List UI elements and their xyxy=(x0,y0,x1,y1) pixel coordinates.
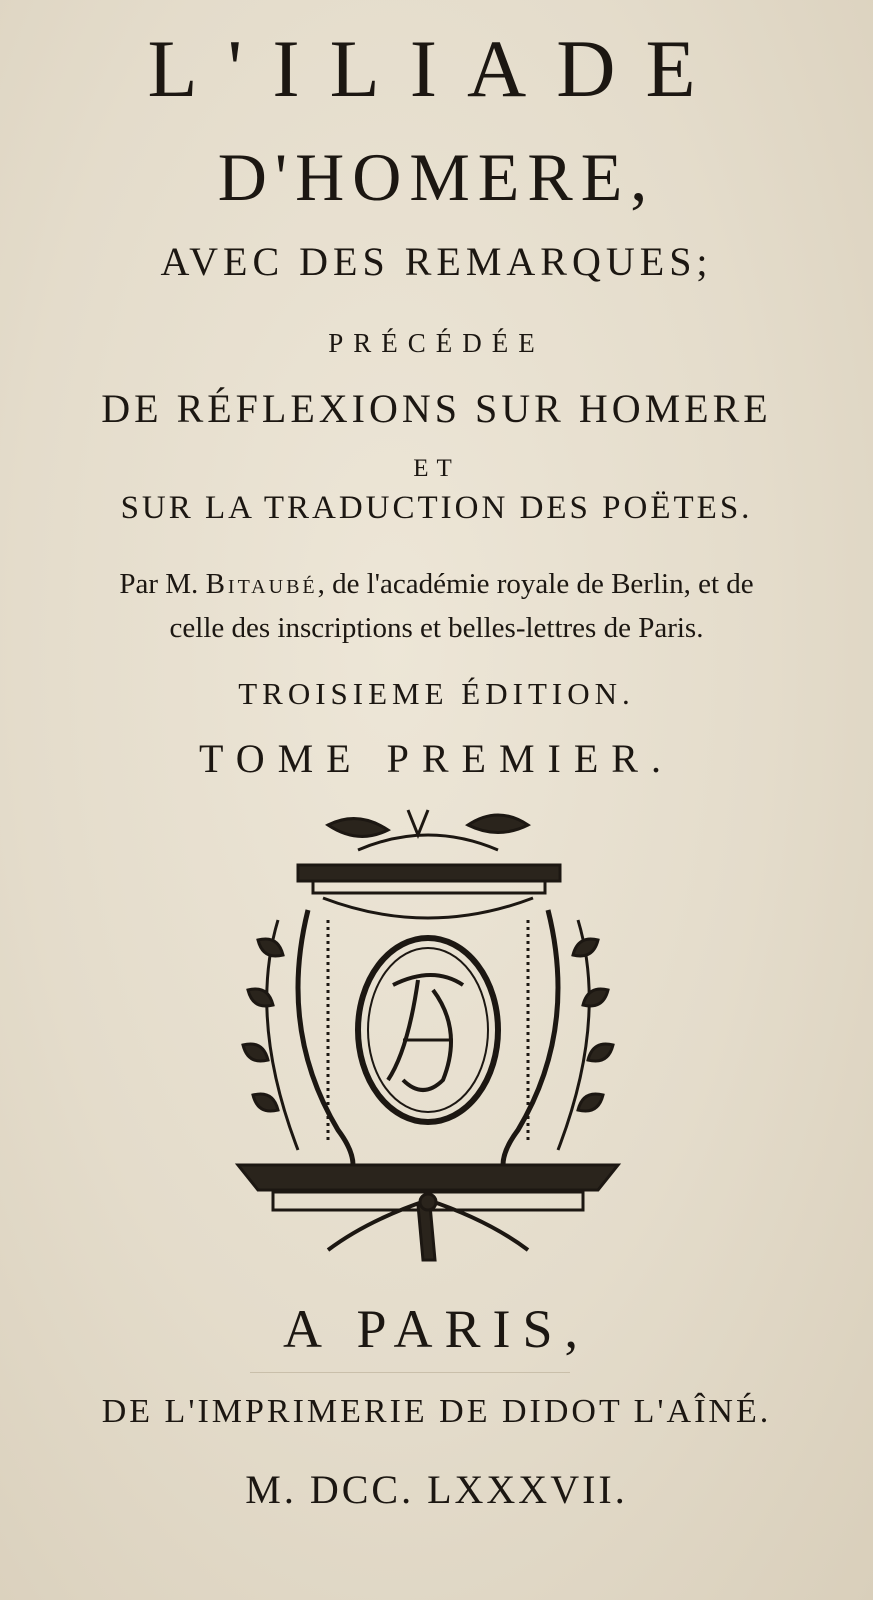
imprint-rule xyxy=(250,1372,570,1373)
author-prefix: Par M. xyxy=(119,568,206,600)
author-suffix: , de l'académie royale de Berlin, et de xyxy=(317,568,754,600)
author-name: Bitaubé xyxy=(205,568,318,600)
title-line-2: D'HOMERE, xyxy=(217,139,656,215)
imprint-printer: DE L'IMPRIMERIE DE DIDOT L'AÎNÉ. xyxy=(101,1393,772,1430)
subtitle-traduction: SUR LA TRADUCTION DES POËTES. xyxy=(120,490,753,526)
author-line-1 xyxy=(0,568,873,601)
author-line-2: celle des inscriptions et belles-lettres de Paris. xyxy=(169,612,704,644)
subtitle-precedee: PRÉCÉDÉE xyxy=(328,328,545,358)
imprint-city: A PARIS, xyxy=(282,1299,591,1359)
subtitle-et: ET xyxy=(413,455,460,482)
title-line-1: L'ILIADE xyxy=(147,23,726,114)
imprint-date: M. DCC. LXXXVII. xyxy=(245,1467,628,1512)
volume-statement: TOME PREMIER. xyxy=(199,736,674,781)
subtitle-remarques: AVEC DES REMARQUES; xyxy=(160,239,713,284)
subtitle-reflexions: DE RÉFLEXIONS SUR HOMERE xyxy=(101,386,772,431)
printer-ornament-monogram-icon xyxy=(218,800,638,1270)
edition-statement: TROISIEME ÉDITION. xyxy=(238,676,635,711)
